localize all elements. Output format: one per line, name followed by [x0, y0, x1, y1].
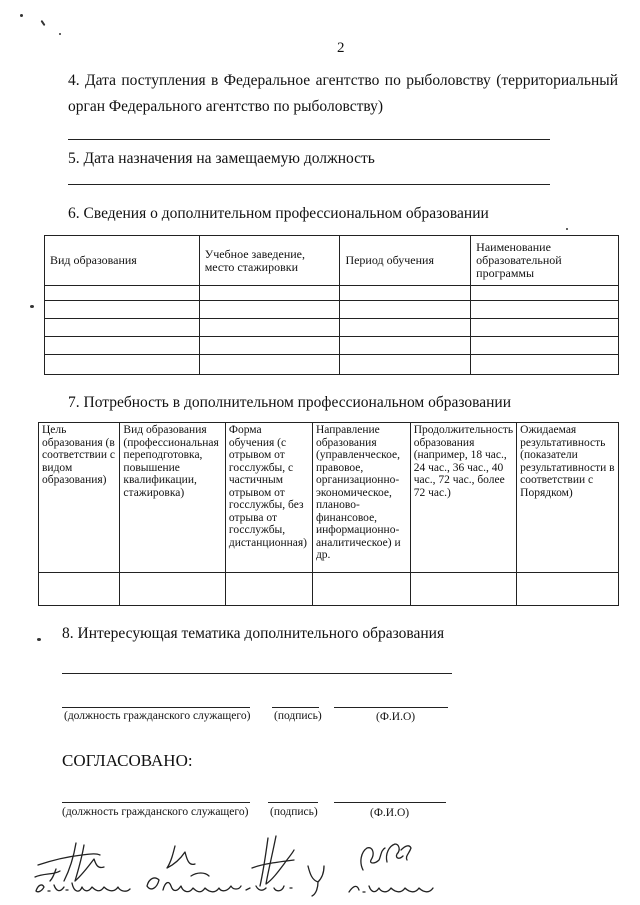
section-8-label: 8. Интересующая тематика дополнительного образования — [62, 625, 445, 642]
scan-speck — [37, 638, 41, 641]
handwritten-signature-2 — [135, 838, 245, 898]
handwritten-signature-3 — [238, 828, 338, 898]
table-cell[interactable] — [471, 301, 619, 319]
employee-position-line[interactable] — [62, 707, 250, 708]
employee-name-line[interactable] — [334, 707, 448, 708]
scan-speck — [566, 228, 568, 230]
approver-signature-caption: (подпись) — [270, 806, 318, 818]
table-cell[interactable] — [199, 301, 340, 319]
table-cell[interactable] — [340, 301, 471, 319]
table-header: Направление образования (управленческое, правовое, организационно-экономическое, планово-финансовое, информационно-аналитическое) и др. — [312, 423, 410, 573]
section-6-label: 6. Сведения о дополнительном профессиональном образовании — [68, 205, 489, 222]
table-cell[interactable] — [199, 319, 340, 337]
table-cell[interactable] — [45, 286, 200, 301]
handwritten-signature-1 — [30, 835, 140, 897]
table-cell[interactable] — [471, 337, 619, 355]
approver-position-line[interactable] — [62, 802, 250, 803]
table-cell[interactable] — [45, 337, 200, 355]
table-cell[interactable] — [340, 337, 471, 355]
table-cell[interactable] — [517, 573, 619, 606]
section-4-answer-line[interactable] — [68, 139, 550, 140]
education-history-table — [44, 235, 619, 375]
table-header: Вид образования (профессиональная переподготовка, повышение квалификации, стажировка) — [120, 423, 225, 573]
approver-name-caption: (Ф.И.О) — [370, 807, 410, 819]
table-cell[interactable] — [340, 286, 471, 301]
table-cell[interactable] — [471, 355, 619, 375]
table-header: Форма обучения (с отрывом от госслужбы, с частичным отрывом от госслужбы, без отрыва от госслужбы, дистанционная) — [225, 423, 312, 573]
employee-name-caption: (Ф.И.О) — [376, 711, 416, 723]
table-cell[interactable] — [199, 337, 340, 355]
scan-speck — [40, 20, 45, 26]
table-cell[interactable] — [340, 319, 471, 337]
scan-speck — [30, 305, 34, 308]
table-cell[interactable] — [340, 355, 471, 375]
table-cell[interactable] — [45, 355, 200, 375]
table-header: Ожидаемая результативность (показатели результативности в соответствии с Порядком) — [517, 423, 619, 573]
table-cell[interactable] — [199, 286, 340, 301]
scan-speck — [20, 14, 23, 17]
page-number: 2 — [337, 40, 345, 56]
education-needs-table — [38, 422, 619, 606]
section-5-label: 5. Дата назначения на замещаемую должность — [68, 150, 375, 167]
table-cell[interactable] — [45, 301, 200, 319]
table-cell[interactable] — [39, 573, 120, 606]
table-header: Учебное заведение, место стажировки — [199, 236, 340, 286]
table-header: Цель образования (в соответствии с видом образования) — [39, 423, 120, 573]
table-header: Вид образования — [45, 236, 200, 286]
section-7-label: 7. Потребность в дополнительном профессиональном образовании — [68, 394, 512, 411]
section-4-line-1: 4. Дата поступления в Федеральное агентство по рыболовству (территориальный — [68, 72, 618, 89]
table-cell[interactable] — [471, 286, 619, 301]
table-header: Наименование образовательной программы — [471, 236, 619, 286]
table-cell[interactable] — [410, 573, 516, 606]
employee-position-caption: (должность гражданского служащего) — [64, 710, 251, 722]
table-cell[interactable] — [471, 319, 619, 337]
table-header: Продолжительность образования (например, 18 час., 24 час., 36 час., 40 час., 72 час., более 72 час.) — [410, 423, 516, 573]
table-cell[interactable] — [120, 573, 225, 606]
section-4-line-2: орган Федерального агентство по рыболовству) — [68, 98, 384, 115]
table-cell[interactable] — [199, 355, 340, 375]
handwritten-signature-4 — [345, 832, 455, 898]
scan-speck — [59, 33, 61, 35]
employee-signature-caption: (подпись) — [274, 710, 322, 722]
employee-signature-line[interactable] — [272, 707, 319, 708]
table-cell[interactable] — [312, 573, 410, 606]
approver-name-line[interactable] — [334, 802, 446, 803]
table-cell[interactable] — [45, 319, 200, 337]
approver-signature-line[interactable] — [268, 802, 318, 803]
table-cell[interactable] — [225, 573, 312, 606]
table-header: Период обучения — [340, 236, 471, 286]
approval-title: СОГЛАСОВАНО: — [62, 751, 193, 770]
section-5-answer-line[interactable] — [68, 184, 550, 185]
approver-position-caption: (должность гражданского служащего) — [62, 806, 249, 818]
section-8-answer-line[interactable] — [62, 673, 452, 674]
